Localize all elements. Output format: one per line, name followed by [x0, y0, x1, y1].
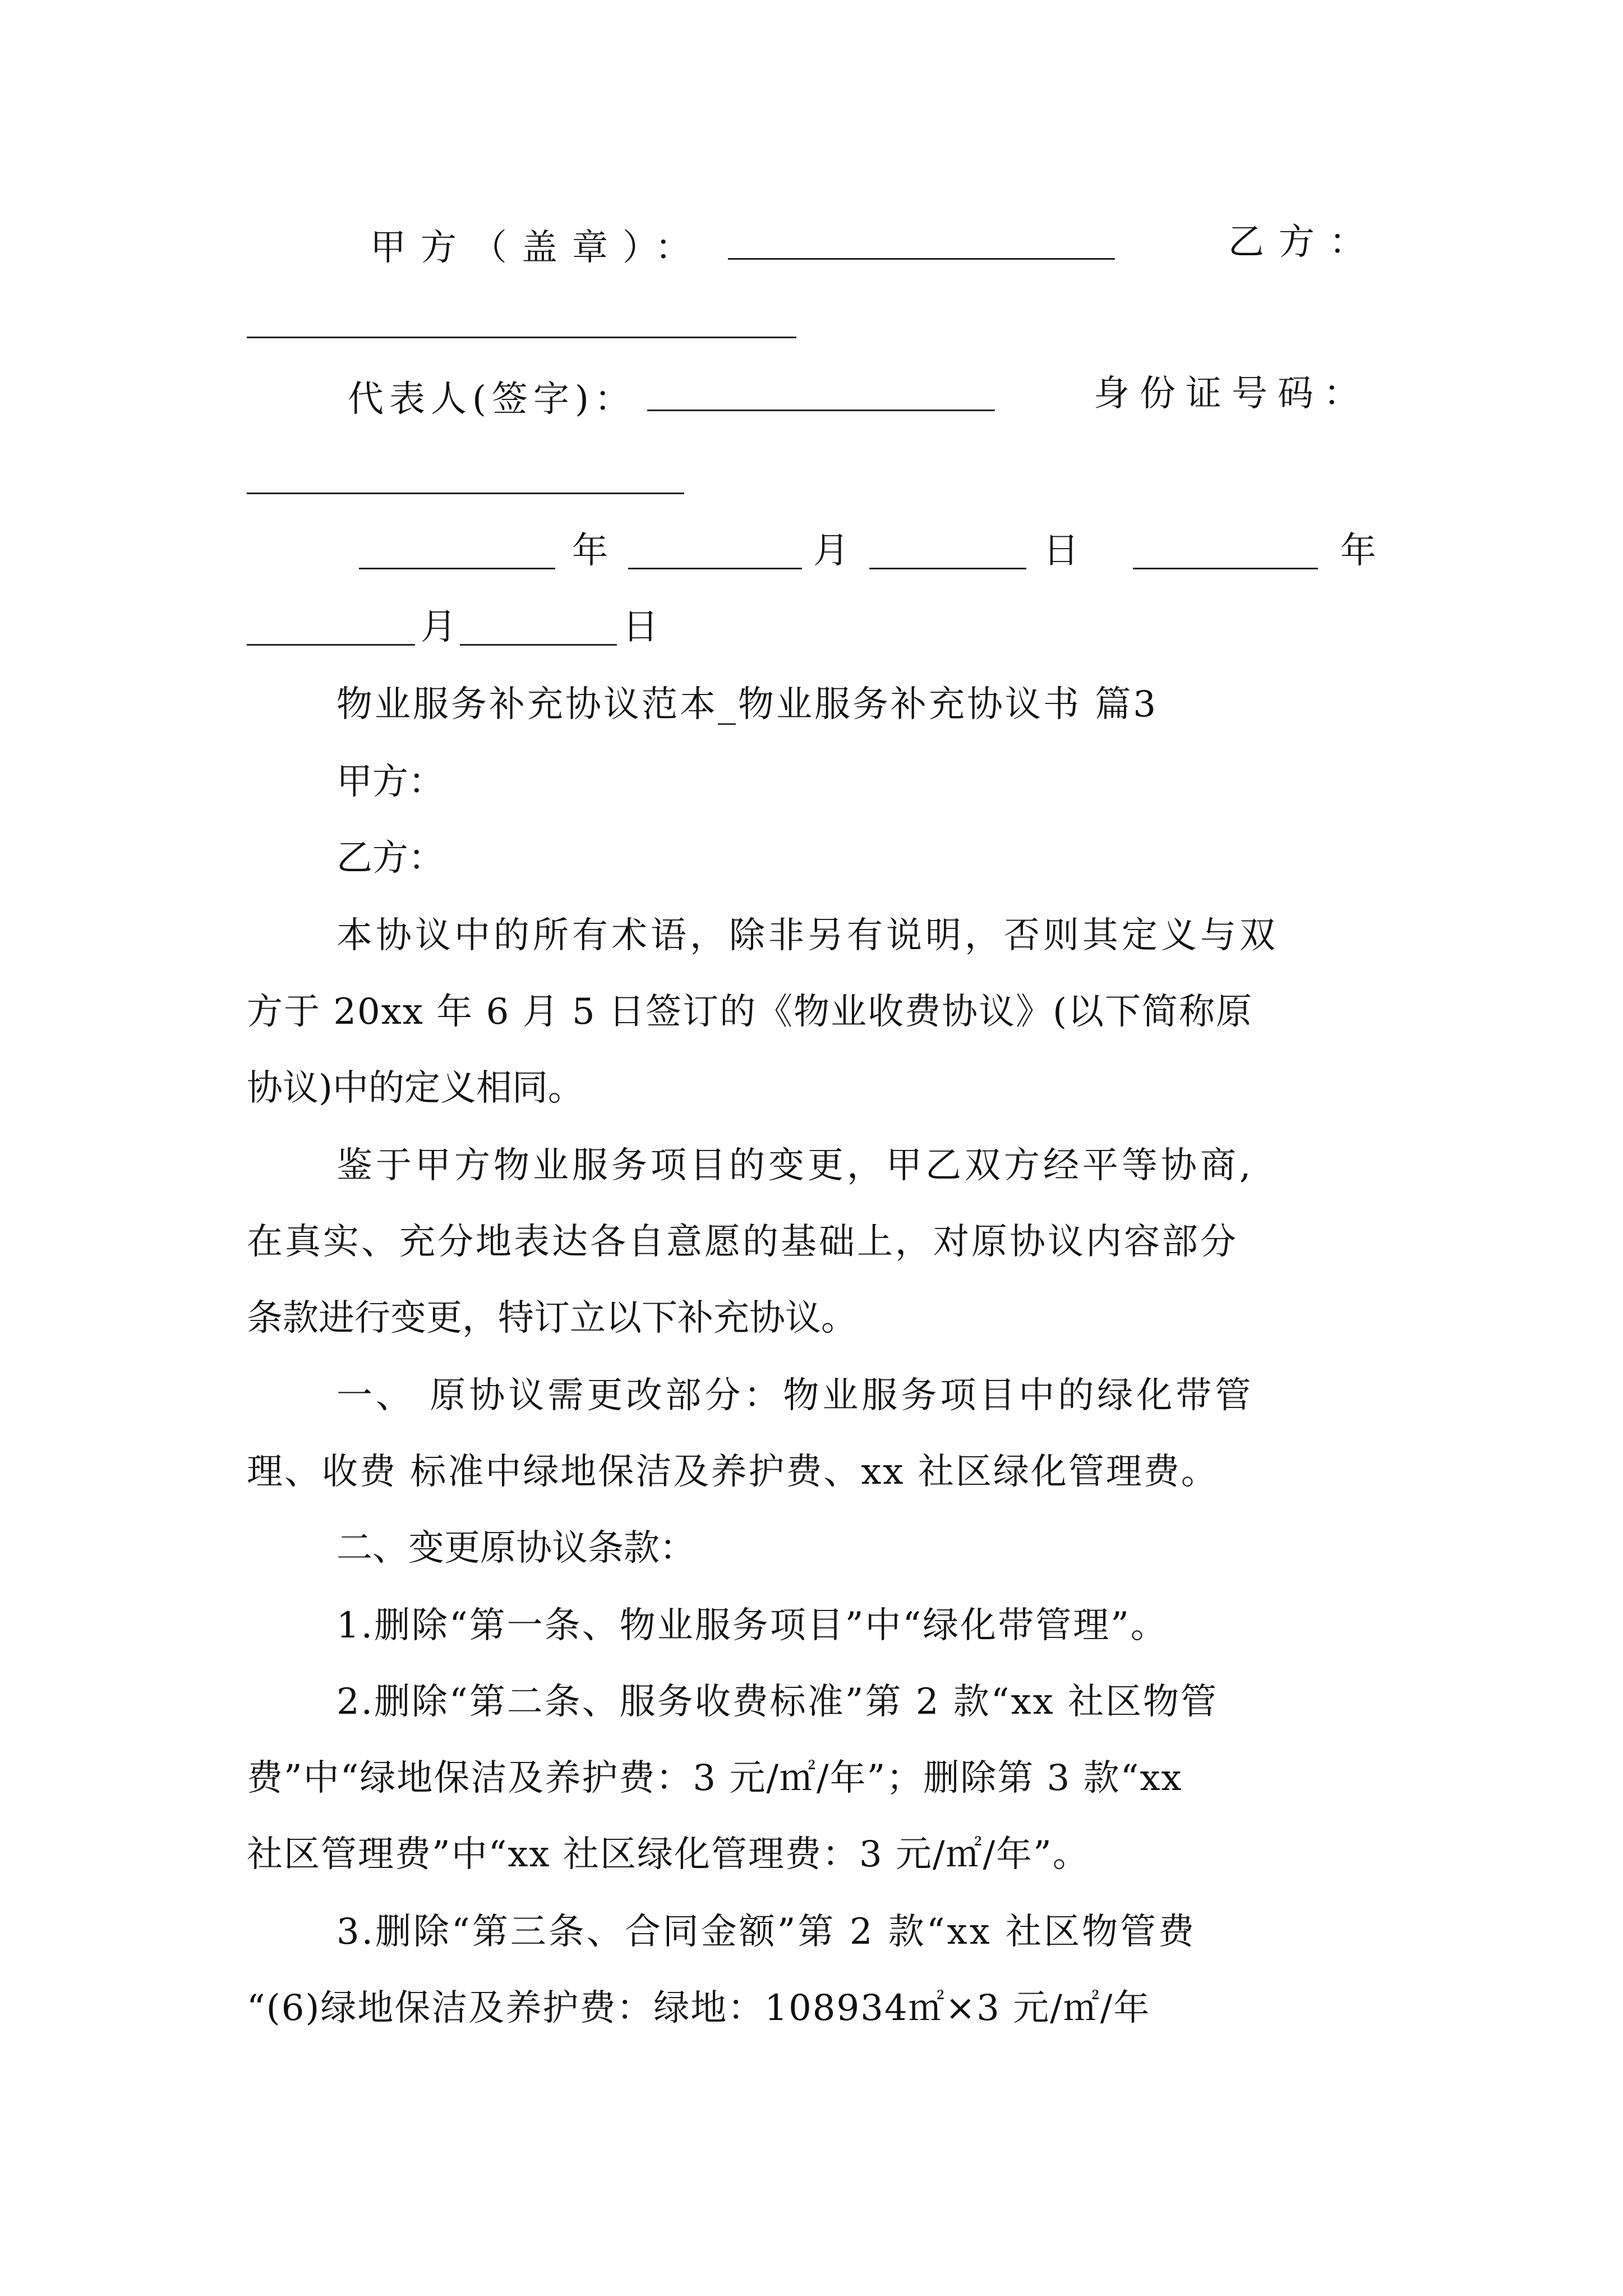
party-b-seal-blank: [247, 337, 796, 338]
representative-row: [348, 376, 995, 420]
paragraph-recital-line-1: 鉴于甲方物业服务项目的变更，甲乙双方经平等协商,: [336, 1145, 1255, 1186]
clause-2-line-1: 2.删除“第二条、服务收费标准”第 2 款“xx 社区物管: [336, 1681, 1219, 1723]
party-b-label: 乙方：: [336, 838, 444, 879]
item-1-line-2: 理、收费 标准中绿地保洁及养护费、xx 社区绿化管理费。: [247, 1451, 1219, 1493]
clause-3-line-1: 3.删除“第三条、合同金额”第 2 款“xx 社区物管费: [336, 1911, 1197, 1953]
id-number-blank: [247, 493, 684, 494]
clause-2-line-3: 社区管理费”中“xx 社区绿化管理费：3 元/㎡/年”。: [247, 1834, 1090, 1875]
party-a-seal-row: [370, 224, 1115, 269]
party-a-year-blank: [359, 568, 555, 569]
clause-3-line-2: “(6)绿地保洁及养护费：绿地：108934㎡×3 元/㎡/年: [247, 1987, 1151, 2029]
party-a-seal-label: 甲方（盖章）：: [370, 227, 706, 269]
party-a-day-blank: [869, 568, 1026, 569]
party-b-seal-label: 乙方：: [1228, 222, 1380, 263]
party-a-month-label: 月: [813, 530, 849, 572]
party-a-day-label: 日: [1043, 530, 1079, 572]
paragraph-definitions-line-3: 协议)中的定义相同。: [247, 1068, 584, 1109]
party-b-day-blank: [460, 644, 617, 646]
paragraph-definitions-line-2: 方于 20xx 年 6 月 5 日签订的《物业收费协议》(以下简称原: [247, 991, 1253, 1033]
party-a-year-label: 年: [572, 530, 608, 572]
party-b-month-label: 月: [421, 606, 457, 648]
paragraph-recital-line-2: 在真实、充分地表达各自意愿的基础上，对原协议内容部分: [247, 1221, 1238, 1263]
paragraph-definitions-line-1: 本协议中的所有术语，除非另有说明，否则其定义与双: [336, 915, 1279, 956]
representative-blank: [647, 376, 995, 411]
id-number-label: 身份证号码：: [1094, 373, 1370, 415]
item-1-line-1: 一、 原协议需更改部分：物业服务项目中的绿化带管: [336, 1375, 1255, 1416]
party-a-label: 甲方：: [336, 761, 444, 803]
party-b-year-label: 年: [1340, 530, 1376, 572]
clause-1: 1.删除“第一条、物业服务项目”中“绿化带管理”。: [336, 1605, 1168, 1646]
party-b-day-label: 日: [623, 606, 658, 648]
clause-2-line-2: 费”中“绿地保洁及养护费：3 元/㎡/年”；删除第 3 款“xx: [247, 1757, 1183, 1799]
party-a-month-blank: [628, 568, 802, 569]
section-title: 物业服务补充协议范本_物业服务补充协议书 篇3: [336, 684, 1159, 725]
party-b-year-blank: [1133, 568, 1318, 569]
party-b-month-blank: [247, 644, 415, 646]
party-a-seal-blank: [728, 224, 1115, 260]
representative-label: 代表人(签字)：: [348, 379, 636, 420]
item-2-title: 二、变更原协议条款：: [336, 1527, 695, 1569]
paragraph-recital-line-3: 条款进行变更，特订立以下补充协议。: [247, 1297, 857, 1339]
